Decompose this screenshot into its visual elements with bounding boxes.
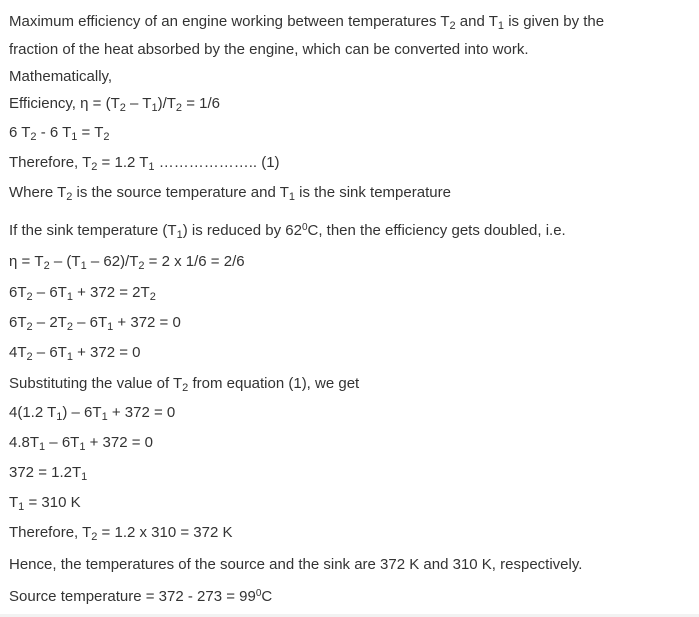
solution-line-intro-1 [9, 13, 604, 31]
subscript: 1 [288, 191, 296, 203]
subscript: 1 [39, 441, 46, 453]
subscript: 1 [71, 131, 78, 143]
text-run: + 372 = 0 [113, 314, 181, 331]
solution-line-eq-1 [9, 154, 280, 172]
subscript: 2 [91, 531, 98, 543]
superscript: 0 [255, 588, 262, 599]
text-run: – (T [49, 253, 81, 270]
text-run: = 1.2 x 310 = 372 K [97, 524, 233, 541]
text-run: ) is reduced by 62 [182, 222, 302, 239]
text-run: – 6T [32, 284, 67, 301]
text-run: )/T [157, 95, 176, 112]
solution-line-conclusion [9, 556, 582, 574]
subscript: 2 [103, 131, 110, 143]
subscript: 2 [119, 102, 126, 114]
subscript: 1 [497, 20, 505, 32]
text-run: Mathematically, [9, 68, 113, 85]
text-run: η = T [9, 253, 44, 270]
solution-line-condition [9, 222, 566, 240]
solution-line-intro-3 [9, 68, 112, 86]
text-run: and T [455, 13, 498, 30]
text-run: fraction of the heat absorbed by the engine, which can be converted into work. [9, 41, 529, 58]
text-run: ……………….. (1) [154, 154, 280, 171]
text-run: – 6T [45, 434, 80, 451]
subscript: 2 [149, 291, 156, 303]
subscript: 2 [30, 131, 37, 143]
subscript: 1 [79, 441, 86, 453]
text-run: Hence, the temperatures of the source and the sink are 372 K and 310 K, respectively. [9, 556, 583, 573]
text-run: 4(1.2 T [9, 404, 57, 421]
text-run: is given by the [504, 13, 605, 30]
text-run: If the sink temperature (T [9, 222, 177, 239]
solution-line-eq-expand [9, 124, 110, 142]
solution-line-step-2 [9, 314, 181, 332]
solution-line-result-t2 [9, 524, 233, 542]
subscript: 1 [176, 229, 183, 241]
text-run: C, then the efficiency gets doubled, i.e. [307, 222, 566, 239]
text-run: + 372 = 0 [85, 434, 154, 451]
subscript: 2 [26, 291, 33, 303]
text-run: is the source temperature and T [72, 184, 289, 201]
text-run: = T [77, 124, 104, 141]
superscript: 0 [301, 222, 308, 233]
subscript: 2 [26, 321, 33, 333]
text-run: 6 T [9, 124, 31, 141]
text-run: Where T [9, 184, 67, 201]
text-run: = 310 K [24, 494, 81, 511]
text-run: 4.8T [9, 434, 40, 451]
text-run: 4T [9, 344, 27, 361]
subscript: 2 [66, 191, 73, 203]
text-run: + 372 = 2T [72, 284, 150, 301]
text-run: T [9, 494, 19, 511]
solution-line-step-1 [9, 284, 156, 302]
text-run: 372 = 1.2T [9, 464, 82, 481]
subscript: 2 [138, 260, 145, 272]
subscript: 1 [81, 471, 88, 483]
subscript: 2 [91, 161, 98, 173]
solution-line-step-4 [9, 404, 175, 422]
text-run: C [261, 588, 273, 605]
solution-line-substitute [9, 375, 359, 393]
solution-line-step-5 [9, 434, 153, 452]
solution-line-note-source-sink [9, 184, 451, 202]
subscript: 2 [66, 321, 73, 333]
subscript: 1 [101, 411, 108, 423]
subscript: 2 [182, 382, 189, 394]
text-run: – 2T [32, 314, 67, 331]
text-run: ) – 6T [62, 404, 102, 421]
text-run: – 6T [32, 344, 67, 361]
text-run: from equation (1), we get [188, 375, 360, 392]
text-run: – 62)/T [86, 253, 139, 270]
text-run: Substituting the value of T [9, 375, 183, 392]
text-run: = 2 x 1/6 = 2/6 [144, 253, 245, 270]
subscript: 2 [175, 102, 183, 114]
solution-line-step-3 [9, 344, 141, 362]
solution-line-result-t1 [9, 494, 81, 512]
solution-line-intro-2 [9, 41, 529, 59]
solution-line-step-6 [9, 464, 87, 482]
text-run: Efficiency, η = (T [9, 95, 120, 112]
subscript: 1 [66, 291, 73, 303]
solution-line-eq-efficiency [9, 95, 220, 113]
text-run: - 6 T [36, 124, 72, 141]
solution-line-source-celsius [9, 588, 272, 606]
text-run: + 372 = 0 [72, 344, 141, 361]
text-run: + 372 = 0 [107, 404, 176, 421]
subscript: 1 [18, 501, 25, 513]
subscript: 1 [107, 321, 114, 333]
subscript: 1 [148, 161, 155, 173]
subscript: 1 [56, 411, 63, 423]
text-run: – 6T [72, 314, 108, 331]
solution-line-eq-doubled [9, 253, 245, 271]
text-run: 6T [9, 284, 27, 301]
subscript: 2 [449, 20, 456, 32]
text-run: is the sink temperature [295, 184, 451, 201]
subscript: 1 [151, 102, 158, 114]
text-run: Therefore, T [9, 524, 92, 541]
text-run: Therefore, T [9, 154, 92, 171]
subscript: 2 [43, 260, 50, 272]
text-run: – T [125, 95, 152, 112]
subscript: 1 [80, 260, 87, 272]
text-run: = 1/6 [182, 95, 220, 112]
text-run: Maximum efficiency of an engine working between temperatures T [9, 13, 450, 30]
text-run: 6T [9, 314, 27, 331]
subscript: 1 [66, 351, 73, 363]
subscript: 2 [26, 351, 33, 363]
text-run: = 1.2 T [97, 154, 149, 171]
text-run: Source temperature = 372 - 273 = 99 [9, 588, 256, 605]
